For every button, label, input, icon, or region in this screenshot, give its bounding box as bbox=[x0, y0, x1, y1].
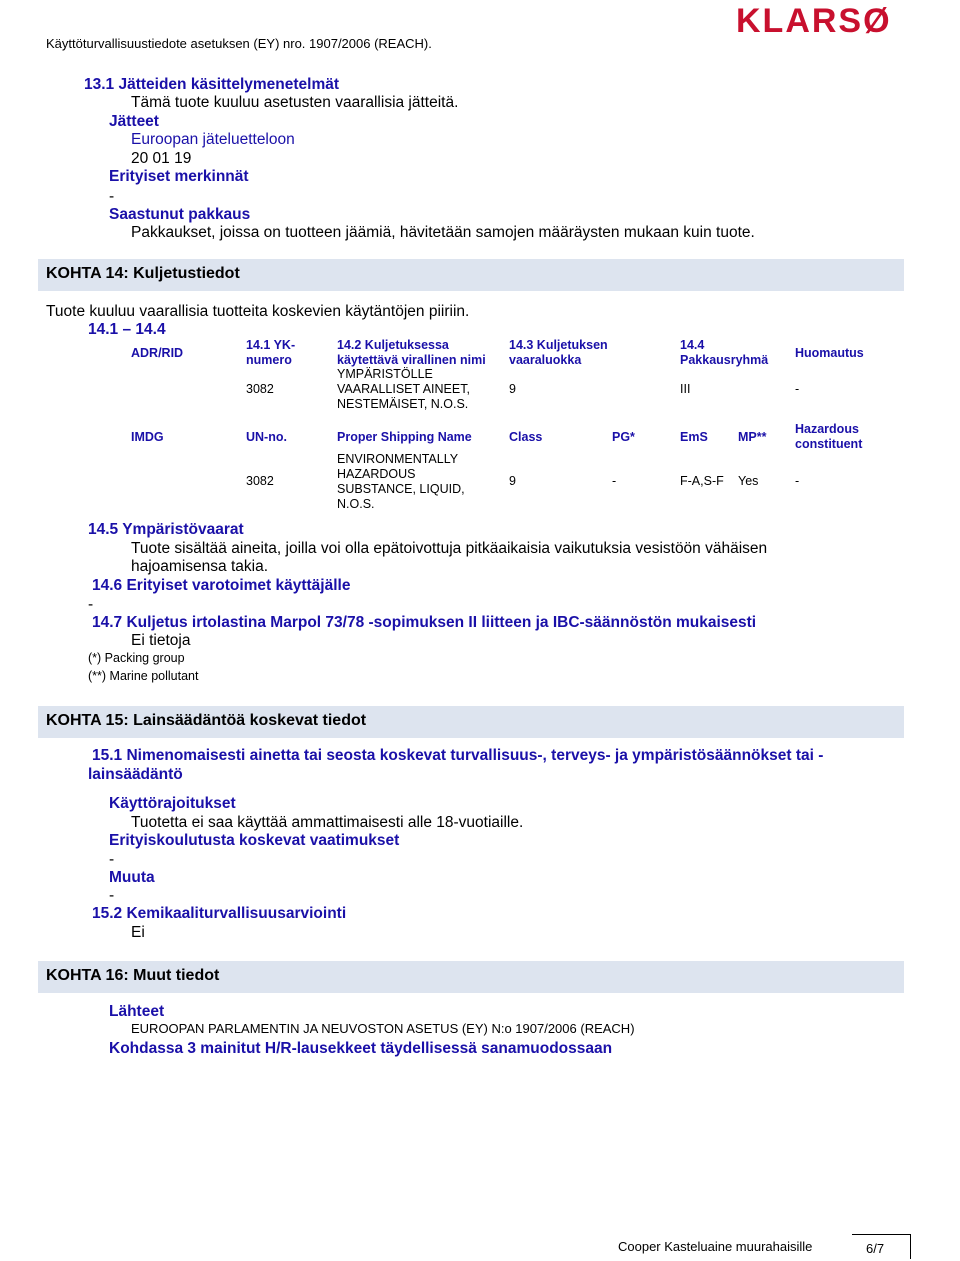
heading-14-5: 14.5 Ympäristövaarat bbox=[88, 521, 244, 538]
section-15-band bbox=[38, 706, 904, 738]
text-use-restrictions: Tuotetta ei saa käyttää ammattimaisesti alle 18-vuotiaille. bbox=[131, 814, 524, 831]
heading-jatteet: Jätteet bbox=[109, 113, 159, 130]
adr-col-class-b: vaaraluokka bbox=[509, 353, 582, 367]
section-16-title: KOHTA 16: Muut tiedot bbox=[46, 967, 220, 984]
text-14-5-line1: Tuote sisältää aineita, joilla voi olla epätoivottuja pitkäaikaisia vaikutuksia vesistöön vähäisen bbox=[131, 540, 768, 557]
heading-14-1-14-4: 14.1 – 14.4 bbox=[88, 321, 166, 338]
imdg-psn-line1: ENVIRONMENTALLY bbox=[337, 452, 459, 466]
section-15-title: KOHTA 15: Lainsäädäntöä koskevat tiedot bbox=[46, 712, 367, 729]
text-14-5-line2: hajoamisensa takia. bbox=[131, 558, 268, 575]
adr-name-line3: NESTEMÄISET, N.O.S. bbox=[337, 397, 469, 411]
heading-contaminated-packaging: Saastunut pakkaus bbox=[109, 206, 251, 223]
footer-product-name: Cooper Kasteluaine muurahaisille bbox=[618, 1239, 813, 1254]
imdg-psn-line4: N.O.S. bbox=[337, 497, 375, 511]
imdg-ems: F-A,S-F bbox=[680, 474, 724, 488]
adr-class: 9 bbox=[509, 382, 516, 396]
imdg-col-un: UN-no. bbox=[246, 430, 287, 444]
footnote-marine-pollutant: (**) Marine pollutant bbox=[88, 669, 199, 683]
adr-col-un-b: numero bbox=[246, 353, 292, 367]
heading-15-1-line1: 15.1 Nimenomaisesti ainetta tai seosta koskevat turvallisuus-, terveys- ja ympäristösäännökset tai - bbox=[92, 747, 824, 764]
text-14-7: Ei tietoja bbox=[131, 632, 191, 649]
adr-col-name-b: käytettävä virallinen nimi bbox=[337, 353, 486, 367]
text-14-6: - bbox=[88, 596, 94, 613]
special-marks-value: - bbox=[109, 188, 115, 205]
heading-13-1: 13.1 Jätteiden käsittelymenetelmät bbox=[84, 76, 340, 93]
text-sources: EUROOPAN PARLAMENTIN JA NEUVOSTON ASETUS (EY) N:o 1907/2006 (REACH) bbox=[131, 1021, 635, 1036]
heading-15-1-line2: lainsäädäntö bbox=[88, 766, 183, 783]
section-14-title: KOHTA 14: Kuljetustiedot bbox=[46, 265, 240, 282]
imdg-col-haz-b: constituent bbox=[795, 437, 863, 451]
text-training: - bbox=[109, 851, 115, 868]
document-title: Käyttöturvallisuustiedote asetuksen (EY) nro. 1907/2006 (REACH). bbox=[46, 36, 432, 51]
heading-h-r-phrases: Kohdassa 3 mainitut H/R-lausekkeet täydellisessä sanamuodossaan bbox=[109, 1040, 613, 1057]
heading-14-6: 14.6 Erityiset varotoimet käyttäjälle bbox=[92, 577, 351, 594]
imdg-col-mp: MP** bbox=[738, 430, 767, 444]
section-14-band bbox=[38, 259, 904, 291]
imdg-hazardous-constituent: - bbox=[795, 474, 800, 488]
page-number: 6/7 bbox=[866, 1241, 885, 1256]
imdg-label: IMDG bbox=[131, 430, 164, 444]
adr-note: - bbox=[795, 382, 800, 396]
imdg-psn-line2: HAZARDOUS bbox=[337, 467, 416, 481]
adr-name-line1: YMPÄRISTÖLLE bbox=[337, 367, 433, 381]
adr-col-pg-b: Pakkausryhmä bbox=[680, 353, 769, 367]
adr-col-note: Huomautus bbox=[795, 346, 864, 360]
text-15-2: Ei bbox=[131, 924, 145, 941]
imdg-col-haz-a: Hazardous bbox=[795, 422, 859, 436]
text-other: - bbox=[109, 887, 115, 904]
heading-use-restrictions: Käyttörajoitukset bbox=[109, 795, 236, 812]
adr-packing-group: III bbox=[680, 382, 691, 396]
adr-un-number: 3082 bbox=[246, 382, 274, 396]
imdg-marine-pollutant: Yes bbox=[738, 474, 759, 488]
footnote-packing-group: (*) Packing group bbox=[88, 651, 185, 665]
heading-15-2: 15.2 Kemikaaliturvallisuusarviointi bbox=[92, 905, 347, 922]
waste-code: 20 01 19 bbox=[131, 150, 192, 167]
imdg-col-ems: EmS bbox=[680, 430, 708, 444]
adr-col-name-a: 14.2 Kuljetuksessa bbox=[337, 338, 449, 352]
section-14-intro: Tuote kuuluu vaarallisia tuotteita koskevien käytäntöjen piiriin. bbox=[46, 303, 470, 320]
adr-col-class-a: 14.3 Kuljetuksen bbox=[509, 338, 608, 352]
adr-col-pg-a: 14.4 bbox=[680, 338, 705, 352]
imdg-col-pg: PG* bbox=[612, 430, 635, 444]
heading-14-7: 14.7 Kuljetus irtolastina Marpol 73/78 -sopimuksen II liitteen ja IBC-säännöstön mukaisesti bbox=[92, 614, 757, 631]
imdg-col-class: Class bbox=[509, 430, 543, 444]
heading-other: Muuta bbox=[109, 869, 155, 886]
eu-waste-list-label: Euroopan jäteluetteloon bbox=[131, 131, 295, 148]
heading-special-marks: Erityiset merkinnät bbox=[109, 168, 249, 185]
text-13-1: Tämä tuote kuuluu asetusten vaarallisia jätteitä. bbox=[131, 94, 459, 111]
imdg-packing-group: - bbox=[612, 474, 617, 488]
heading-sources: Lähteet bbox=[109, 1003, 165, 1020]
heading-training: Erityiskoulutusta koskevat vaatimukset bbox=[109, 832, 400, 849]
adr-name-line2: VAARALLISET AINEET, bbox=[337, 382, 470, 396]
adr-col-un-a: 14.1 YK- bbox=[246, 338, 296, 352]
imdg-psn-line3: SUBSTANCE, LIQUID, bbox=[337, 482, 465, 496]
packaging-text: Pakkaukset, joissa on tuotteen jäämiä, hävitetään samojen määräysten mukaan kuin tuote. bbox=[131, 224, 755, 241]
section-16-band bbox=[38, 961, 904, 993]
imdg-un-number: 3082 bbox=[246, 474, 274, 488]
brand-logo: KLARSØ bbox=[736, 2, 892, 40]
imdg-col-psn: Proper Shipping Name bbox=[337, 430, 472, 444]
adr-label: ADR/RID bbox=[131, 346, 184, 360]
imdg-class: 9 bbox=[509, 474, 516, 488]
